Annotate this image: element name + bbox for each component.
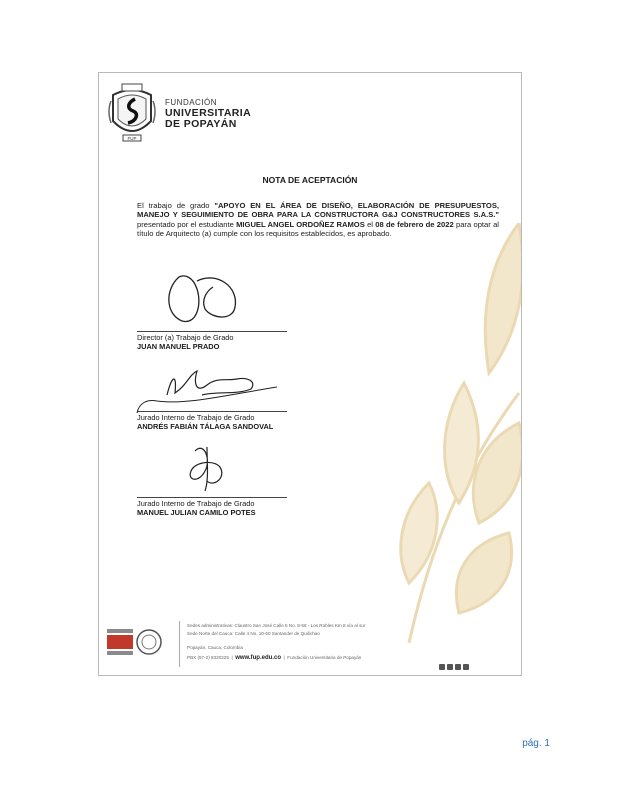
document-page	[98, 72, 522, 676]
student-name: MIGUEL ANGEL ORDOÑEZ RAMOS	[236, 219, 365, 229]
signature-line-1	[137, 331, 287, 332]
acceptance-paragraph	[137, 201, 499, 239]
leaf-watermark-icon	[369, 223, 522, 643]
signature-name-3: MANUEL JULIAN CAMILO POTES	[137, 508, 256, 517]
document-title: NOTA DE ACEPTACIÓN	[262, 175, 358, 185]
org-line-3: DE POPAYÁN	[165, 118, 237, 130]
social-icons	[439, 657, 471, 675]
document-footer	[99, 613, 521, 675]
org-line-2: UNIVERSITARIA	[165, 107, 252, 119]
signature-role-1: Director (a) Trabajo de Grado	[137, 333, 234, 342]
body-text-4: para optar al título de Arquitecto (a) cumple con los requisitos establecidos, es aprobado.	[137, 219, 499, 239]
logo-text: FUP	[127, 136, 137, 141]
footer-org-name: Fundación Universitaria de Popayán	[287, 655, 362, 660]
page-number: pág. 1	[522, 738, 550, 749]
university-seal-logo	[107, 81, 157, 143]
body-text-3: el	[364, 219, 376, 229]
footer-address-2: Sede Norte del Cauca: Calle 4 No. 10-50 Santander de Quilichao	[187, 631, 320, 636]
signature-role-3: Jurado Interno de Trabajo de Grado	[137, 499, 255, 508]
handwritten-signature-1	[157, 269, 247, 329]
footer-address-1: Sedes administrativas: Claustro San José Calle 5 No. 8-58 - Los Robles Km 8 vía al sur	[187, 623, 366, 628]
body-text-1: El trabajo de grado	[137, 201, 215, 210]
body-text-2: presentado por el estudiante	[137, 219, 237, 229]
signature-block-director	[137, 269, 377, 351]
footer-divider	[179, 621, 180, 667]
twitter-icon[interactable]	[463, 664, 469, 670]
approval-date: 08 de febrero de 2022	[375, 219, 454, 229]
signature-role-2: Jurado Interno de Trabajo de Grado	[137, 413, 255, 422]
signature-name-2: ANDRÉS FABIÁN TÁLAGA SANDOVAL	[137, 422, 274, 431]
signature-name-1: JUAN MANUEL PRADO	[137, 342, 220, 351]
facebook-icon[interactable]	[447, 664, 453, 670]
instagram-icon[interactable]	[439, 664, 445, 670]
org-line-1: FUNDACIÓN	[165, 98, 218, 107]
handwritten-signature-2	[127, 365, 287, 415]
footer-website-link[interactable]: www.fup.edu.co	[235, 655, 281, 661]
organization-name	[165, 97, 251, 130]
footer-phone: PBX (57-2) 8320225	[187, 655, 229, 660]
project-title: "APOYO EN EL ÁREA DE DISEÑO, ELABORACIÓN DE PRESUPUESTOS, MANEJO Y SEGUIMIENTO DE OBRA PARA LA CONSTRUCTORA G&J CONSTRUCTORES S.A.S."	[137, 201, 499, 220]
footer-city: Popayán, Cauca, Colombia	[187, 645, 243, 650]
youtube-icon[interactable]	[455, 664, 461, 670]
footer-contact: PBX (57-2) 8320225 | www.fup.edu.co | Fundación Universitaria de Popayán	[187, 655, 362, 661]
signature-block-jury-2	[137, 441, 377, 517]
certification-badges-icon	[107, 625, 165, 659]
signature-line-3	[137, 497, 287, 498]
handwritten-signature-3	[177, 441, 237, 493]
signature-block-jury-1	[137, 365, 377, 431]
